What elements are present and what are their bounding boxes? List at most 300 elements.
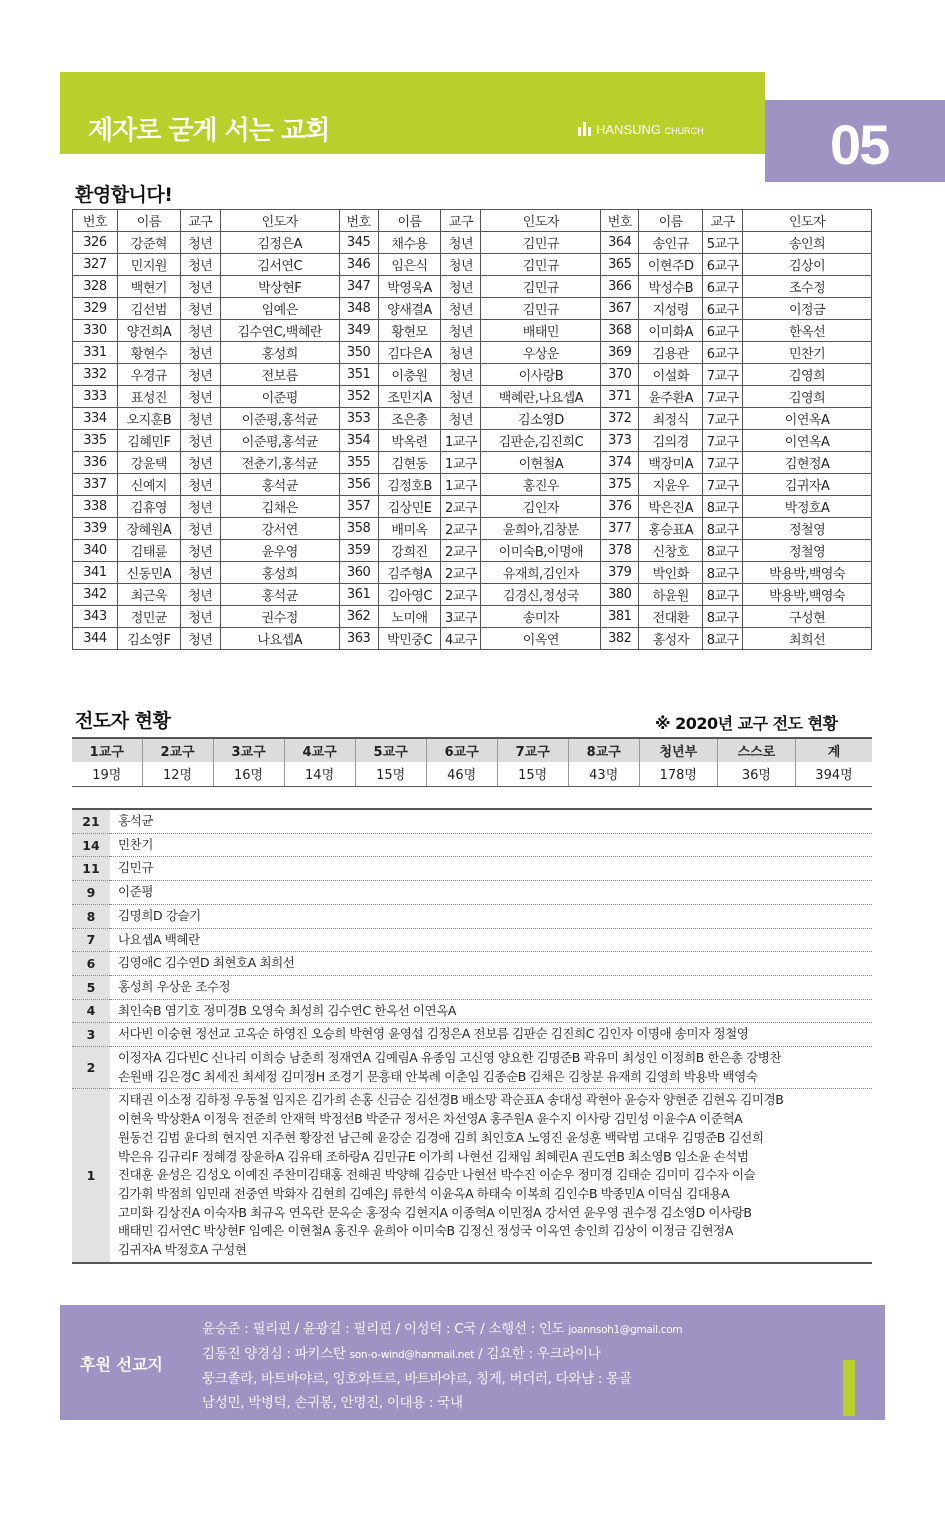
names-line: 고미화 김상진A 이숙자B 최규옥 연옥란 문옥순 홍정숙 김현지A 이종혁A 이민정A 강서연 윤우영 권수정 김소영D 이사랑B (118, 1204, 752, 1220)
table-cell: 청년 (441, 298, 481, 320)
table-cell: 강희진 (378, 540, 441, 562)
table-cell: 6교구 (703, 276, 743, 298)
table-row (73, 430, 872, 452)
names-line: 홍석균 (118, 813, 154, 828)
list-item (72, 928, 872, 952)
table-cell: 청년 (180, 540, 220, 562)
email-link[interactable]: joannsoh1@gmail.com (568, 1324, 683, 1336)
table-cell: 이옥연 (481, 628, 601, 650)
table-cell: 박인화 (639, 562, 703, 584)
table-cell: 382 (601, 628, 639, 650)
table-cell: 6교구 (703, 254, 743, 276)
table-cell: 이준평,홍석균 (220, 430, 339, 452)
table-cell: 7교구 (703, 474, 743, 496)
column-header: 교구 (180, 210, 220, 232)
table-cell: 김용관 (639, 342, 703, 364)
table-cell: 3교구 (441, 606, 481, 628)
table-cell: 홍성희 (220, 562, 339, 584)
table-cell: 7교구 (703, 430, 743, 452)
table-cell: 338 (73, 496, 118, 518)
table-cell: 강윤택 (117, 452, 180, 474)
table-cell: 349 (339, 320, 378, 342)
list-item (72, 999, 872, 1023)
table-row (73, 320, 872, 342)
table-cell: 조수정 (743, 276, 872, 298)
table-cell: 최정식 (639, 408, 703, 430)
table-cell: 한옥선 (743, 320, 872, 342)
table-cell: 326 (73, 232, 118, 254)
evangelist-names (110, 928, 872, 952)
evangelist-names (110, 975, 872, 999)
table-cell: 청년 (180, 386, 220, 408)
table-cell: 김휴영 (117, 496, 180, 518)
column-header: 번호 (339, 210, 378, 232)
table-cell: 청년 (180, 298, 220, 320)
table-cell: 335 (73, 430, 118, 452)
names-line: 원동건 김범 윤다희 현지연 지주현 황장전 남근혜 윤강순 김경애 김희 최인호A 노영진 윤성훈 백락범 고대우 김명준B 김선희 (118, 1129, 764, 1145)
table-cell: 청년 (180, 342, 220, 364)
table-cell: 청년 (180, 276, 220, 298)
summary-header: 3교구 (213, 738, 284, 762)
table-cell: 380 (601, 584, 639, 606)
page-title: 제자로 굳게 서는 교회 (88, 116, 330, 146)
table-cell: 김상이 (743, 254, 872, 276)
table-cell: 이미화A (639, 320, 703, 342)
table-cell: 6교구 (703, 342, 743, 364)
table-cell: 339 (73, 518, 118, 540)
table-row (73, 386, 872, 408)
table-cell: 청년 (441, 364, 481, 386)
table-row (73, 342, 872, 364)
summary-header: 2교구 (142, 738, 213, 762)
table-cell: 2교구 (441, 496, 481, 518)
table-cell: 360 (339, 562, 378, 584)
column-header: 인도자 (481, 210, 601, 232)
list-item (72, 809, 872, 833)
table-cell: 337 (73, 474, 118, 496)
evangelist-names (110, 833, 872, 857)
table-row (73, 232, 872, 254)
summary-value: 12명 (142, 762, 213, 786)
table-cell: 371 (601, 386, 639, 408)
summary-value: 178명 (639, 762, 717, 786)
names-line: 홍성희 우상운 조수정 (118, 978, 231, 994)
table-cell: 이현주D (639, 254, 703, 276)
table-cell: 343 (73, 606, 118, 628)
table-cell: 임은식 (378, 254, 441, 276)
table-cell: 김영희 (743, 386, 872, 408)
list-item (72, 1047, 872, 1089)
table-cell: 백혜란,나요셉A (481, 386, 601, 408)
names-line: 김귀자A 박정호A 구성현 (118, 1242, 247, 1258)
names-line: 최인숙B 염기호 정미경B 오영숙 최성희 김수연C 한옥선 이연옥A (118, 1002, 457, 1018)
table-cell: 조민지A (378, 386, 441, 408)
table-cell: 송인희 (743, 232, 872, 254)
table-cell: 김영희 (743, 364, 872, 386)
count-label: 7 (72, 928, 110, 952)
table-cell: 361 (339, 584, 378, 606)
table-cell: 박용박,백영숙 (743, 584, 872, 606)
column-header: 교구 (703, 210, 743, 232)
table-cell: 7교구 (703, 386, 743, 408)
table-cell: 청년 (441, 276, 481, 298)
table-cell: 신동민A (117, 562, 180, 584)
count-label: 11 (72, 857, 110, 881)
table-cell: 청년 (180, 320, 220, 342)
church-logo (578, 122, 704, 137)
welcome-table (72, 209, 872, 650)
table-cell: 381 (601, 606, 639, 628)
table-cell: 363 (339, 628, 378, 650)
table-cell: 청년 (180, 628, 220, 650)
table-cell: 청년 (180, 364, 220, 386)
table-cell: 송미자 (481, 606, 601, 628)
table-row (73, 408, 872, 430)
table-cell: 368 (601, 320, 639, 342)
evangelism-note: ※ 2020년 교구 전도 현황 (655, 714, 838, 733)
table-cell: 송인규 (639, 232, 703, 254)
table-cell: 장혜원A (117, 518, 180, 540)
table-cell: 강준혁 (117, 232, 180, 254)
names-line: 이현욱 박상환A 이정욱 전준희 안재혁 박정선B 박준규 정서은 차선영A 홍주원A 윤수지 이사랑 김민성 이윤수A 이준혁A (118, 1111, 743, 1127)
table-cell: 2교구 (441, 562, 481, 584)
table-cell: 청년 (180, 496, 220, 518)
names-line: 배태민 김서연C 박상현F 임예은 이현철A 홍진우 윤희아 이미숙B 김정신 정성국 이옥연 송인희 김상이 이정금 김현정A (118, 1223, 734, 1239)
evangelist-names (110, 1023, 872, 1047)
list-item (72, 857, 872, 881)
table-cell: 김아영C (378, 584, 441, 606)
table-cell: 오지훈B (117, 408, 180, 430)
table-cell: 334 (73, 408, 118, 430)
table-cell: 332 (73, 364, 118, 386)
summary-header: 6교구 (426, 738, 497, 762)
table-cell: 김서연C (220, 254, 339, 276)
table-cell: 366 (601, 276, 639, 298)
table-cell: 황현모 (378, 320, 441, 342)
table-cell: 이설화 (639, 364, 703, 386)
evangelist-names (110, 1047, 872, 1089)
table-cell: 379 (601, 562, 639, 584)
table-cell: 344 (73, 628, 118, 650)
table-cell: 박은진A (639, 496, 703, 518)
table-cell: 329 (73, 298, 118, 320)
names-line: 손원배 김은경C 최세진 최세정 김미정H 조경기 문흥태 안복례 이춘임 김종순B 김채은 김창분 유재희 김영희 박용박 백영숙 (118, 1068, 758, 1084)
table-cell: 이연옥A (743, 408, 872, 430)
names-line: 이정자A 김다빈C 신나리 이희승 남춘희 정재연A 김예림A 유종임 고신영 양요한 김명준B 곽유미 최성인 이정희B 한은총 강병찬 (118, 1050, 782, 1066)
table-cell: 이현철A (481, 452, 601, 474)
table-cell: 홍성자 (639, 628, 703, 650)
table-cell: 김정호B (378, 474, 441, 496)
table-cell: 윤우영 (220, 540, 339, 562)
table-cell: 김인자 (481, 496, 601, 518)
table-cell: 이준평 (220, 386, 339, 408)
table-cell: 김민규 (481, 232, 601, 254)
summary-value: 394명 (795, 762, 872, 786)
column-header: 교구 (441, 210, 481, 232)
table-cell: 김민규 (481, 276, 601, 298)
table-cell: 352 (339, 386, 378, 408)
count-label: 21 (72, 809, 110, 833)
list-item (72, 881, 872, 905)
table-cell: 청년 (441, 232, 481, 254)
table-cell: 배태민 (481, 320, 601, 342)
table-cell: 청년 (180, 408, 220, 430)
table-cell: 김정은A (220, 232, 339, 254)
table-cell: 김상민E (378, 496, 441, 518)
table-cell: 355 (339, 452, 378, 474)
table-cell: 김혜민F (117, 430, 180, 452)
list-item (72, 975, 872, 999)
column-header: 인도자 (220, 210, 339, 232)
evangelist-names (110, 952, 872, 976)
table-cell: 청년 (441, 320, 481, 342)
table-cell: 370 (601, 364, 639, 386)
table-cell: 8교구 (703, 584, 743, 606)
summary-value: 14명 (284, 762, 355, 786)
table-cell: 1교구 (441, 452, 481, 474)
summary-value: 15명 (355, 762, 426, 786)
table-cell: 김현정A (743, 452, 872, 474)
table-cell: 김태륜 (117, 540, 180, 562)
table-cell: 김채은 (220, 496, 339, 518)
table-cell: 청년 (180, 474, 220, 496)
table-cell: 이정금 (743, 298, 872, 320)
summary-value: 19명 (72, 762, 142, 786)
email-link[interactable]: son-o-wind@hanmail.net (349, 1349, 475, 1361)
table-cell: 김소영F (117, 628, 180, 650)
table-cell: 민지원 (117, 254, 180, 276)
names-line: 김가휘 박점희 임민래 전중연 박화자 김현희 김예은J 류한석 이윤옥A 하태숙 이복희 김인수B 박종민A 이덕심 김대용A (118, 1185, 730, 1201)
table-cell: 6교구 (703, 298, 743, 320)
table-cell: 377 (601, 518, 639, 540)
table-cell: 5교구 (703, 232, 743, 254)
evangelism-title: 전도자 현황 (75, 710, 171, 732)
table-cell: 박옥련 (378, 430, 441, 452)
evangelist-names (110, 999, 872, 1023)
table-cell: 357 (339, 496, 378, 518)
names-line: 김민규 (118, 860, 154, 876)
table-cell: 김의경 (639, 430, 703, 452)
table-cell: 이사랑B (481, 364, 601, 386)
table-cell: 김다은A (378, 342, 441, 364)
summary-value: 36명 (717, 762, 795, 786)
table-row (73, 364, 872, 386)
table-cell: 박정호A (743, 496, 872, 518)
logo-subtext: CHURCH (664, 126, 704, 136)
table-cell: 조은총 (378, 408, 441, 430)
table-cell: 황현수 (117, 342, 180, 364)
missions-list (202, 1317, 682, 1415)
table-cell: 374 (601, 452, 639, 474)
table-cell: 박용박,백영숙 (743, 562, 872, 584)
table-cell: 신예지 (117, 474, 180, 496)
table-cell: 356 (339, 474, 378, 496)
table-cell: 336 (73, 452, 118, 474)
table-cell: 7교구 (703, 452, 743, 474)
evangelist-names (110, 809, 872, 833)
table-cell: 배미옥 (378, 518, 441, 540)
table-cell: 양새결A (378, 298, 441, 320)
table-cell: 권수정 (220, 606, 339, 628)
table-cell: 우경규 (117, 364, 180, 386)
count-label: 14 (72, 833, 110, 857)
table-cell: 양건희A (117, 320, 180, 342)
table-cell: 지윤우 (639, 474, 703, 496)
table-cell: 윤주환A (639, 386, 703, 408)
table-cell: 348 (339, 298, 378, 320)
evangelist-names (110, 881, 872, 905)
table-cell: 김소영D (481, 408, 601, 430)
table-cell: 346 (339, 254, 378, 276)
names-line: 진대훈 윤성은 김성오 이예진 주찬미김태홍 전해권 박양해 김승만 나현선 박수진 이순우 정미경 김태순 김미미 김수자 이슬 (118, 1167, 756, 1183)
table-cell: 홍진우 (481, 474, 601, 496)
evangelist-names (110, 857, 872, 881)
table-cell: 청년 (441, 408, 481, 430)
table-cell: 청년 (180, 430, 220, 452)
table-cell: 362 (339, 606, 378, 628)
names-line: 민찬기 (118, 836, 154, 852)
logo-text: HANSUNG (596, 122, 662, 137)
table-cell: 4교구 (441, 628, 481, 650)
table-cell: 김민규 (481, 254, 601, 276)
table-cell: 354 (339, 430, 378, 452)
table-cell: 김귀자A (743, 474, 872, 496)
table-cell: 7교구 (703, 408, 743, 430)
table-cell: 378 (601, 540, 639, 562)
table-cell: 1교구 (441, 430, 481, 452)
list-item (72, 1023, 872, 1047)
table-cell: 유재희,김인자 (481, 562, 601, 584)
summary-value: 46명 (426, 762, 497, 786)
table-cell: 369 (601, 342, 639, 364)
table-cell: 김수연C,백혜란 (220, 320, 339, 342)
table-cell: 청년 (180, 606, 220, 628)
table-cell: 정철영 (743, 540, 872, 562)
summary-header: 7교구 (497, 738, 568, 762)
table-cell: 8교구 (703, 518, 743, 540)
table-cell: 지성령 (639, 298, 703, 320)
column-header: 이름 (639, 210, 703, 232)
table-cell: 8교구 (703, 562, 743, 584)
summary-value: 15명 (497, 762, 568, 786)
table-cell: 홍석균 (220, 584, 339, 606)
table-cell: 청년 (441, 386, 481, 408)
table-cell: 8교구 (703, 606, 743, 628)
missions-line-4: 남성민, 박병덕, 손귀봉, 안명진, 이대용 : 국내 (202, 1395, 463, 1411)
table-cell: 청년 (180, 562, 220, 584)
summary-value: 16명 (213, 762, 284, 786)
table-cell: 정민균 (117, 606, 180, 628)
list-item (72, 952, 872, 976)
names-line: 나요셉A 백혜란 (118, 931, 200, 947)
table-cell: 376 (601, 496, 639, 518)
table-cell: 전보름 (220, 364, 339, 386)
table-row (73, 254, 872, 276)
table-cell: 8교구 (703, 496, 743, 518)
summary-header: 8교구 (568, 738, 639, 762)
table-cell: 채수용 (378, 232, 441, 254)
table-cell: 365 (601, 254, 639, 276)
table-cell: 328 (73, 276, 118, 298)
missions-line-1: 윤승준 : 필리핀 / 윤광길 : 필리핀 / 이성덕 : C국 / 소행선 : 인도 joannsoh1@gmail.com (202, 1321, 683, 1337)
table-row (73, 606, 872, 628)
column-header: 인도자 (743, 210, 872, 232)
table-cell: 8교구 (703, 628, 743, 650)
table-cell: 8교구 (703, 540, 743, 562)
table-row (73, 584, 872, 606)
names-line: 박은유 김규리F 정혜경 장윤하A 김유태 조하랑A 김민규E 이가희 나현선 김채임 최혜린A 권도연B 최소영B 임소윤 손석범 (118, 1148, 749, 1164)
column-header: 번호 (73, 210, 118, 232)
count-label: 1 (72, 1089, 110, 1263)
table-cell: 백장미A (639, 452, 703, 474)
column-header: 이름 (117, 210, 180, 232)
table-cell: 331 (73, 342, 118, 364)
evangelist-count-table (72, 808, 872, 1264)
table-cell: 340 (73, 540, 118, 562)
welcome-title: 환영합니다! (75, 184, 173, 206)
table-cell: 홍석균 (220, 474, 339, 496)
table-cell: 367 (601, 298, 639, 320)
table-row (73, 298, 872, 320)
table-cell: 김주형A (378, 562, 441, 584)
table-cell: 구성현 (743, 606, 872, 628)
table-cell: 김선범 (117, 298, 180, 320)
table-cell: 최근욱 (117, 584, 180, 606)
table-cell: 372 (601, 408, 639, 430)
table-row (73, 474, 872, 496)
table-cell: 6교구 (703, 320, 743, 342)
table-cell: 신창호 (639, 540, 703, 562)
church-logo-icon (578, 122, 592, 136)
table-row (73, 562, 872, 584)
table-cell: 청년 (180, 254, 220, 276)
table-cell: 김현동 (378, 452, 441, 474)
table-row (73, 540, 872, 562)
table-cell: 2교구 (441, 584, 481, 606)
table-cell: 364 (601, 232, 639, 254)
summary-header: 스스로 (717, 738, 795, 762)
table-cell: 이미숙B,이명애 (481, 540, 601, 562)
table-cell: 표성진 (117, 386, 180, 408)
table-row (73, 452, 872, 474)
table-cell: 350 (339, 342, 378, 364)
table-cell: 347 (339, 276, 378, 298)
table-cell: 373 (601, 430, 639, 452)
table-cell: 백현기 (117, 276, 180, 298)
table-cell: 2교구 (441, 518, 481, 540)
table-cell: 청년 (180, 584, 220, 606)
footer-accent-bar (843, 1360, 855, 1416)
table-cell: 전춘기,홍석균 (220, 452, 339, 474)
list-item (72, 904, 872, 928)
count-label: 9 (72, 881, 110, 905)
missions-line-2: 김동진 양경심 : 파키스탄 son-o-wind@hanmail.net / 김요한 : 우크라이나 (202, 1346, 601, 1362)
table-cell: 홍성희 (220, 342, 339, 364)
table-cell: 김민규 (481, 298, 601, 320)
table-cell: 청년 (180, 452, 220, 474)
table-cell: 윤희아,김창분 (481, 518, 601, 540)
table-cell: 홍승표A (639, 518, 703, 540)
table-cell: 박민중C (378, 628, 441, 650)
evangelism-summary-table (72, 737, 872, 787)
summary-header: 계 (795, 738, 872, 762)
list-item (72, 833, 872, 857)
list-item (72, 1089, 872, 1263)
table-cell: 353 (339, 408, 378, 430)
evangelist-names (110, 904, 872, 928)
table-cell: 333 (73, 386, 118, 408)
count-label: 2 (72, 1047, 110, 1089)
